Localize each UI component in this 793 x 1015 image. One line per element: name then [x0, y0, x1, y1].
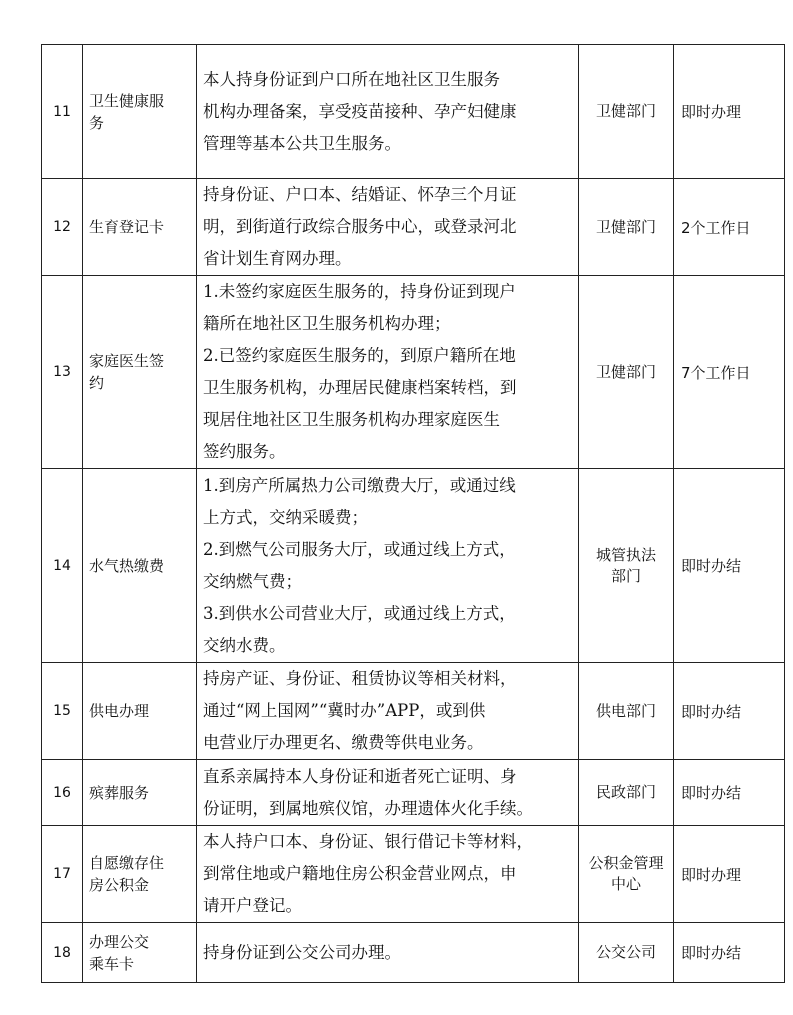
- service-item-line: 自愿缴存住: [89, 854, 165, 872]
- service-item: [83, 923, 197, 983]
- description-line: 请开户登记。: [203, 896, 302, 915]
- description-line: 1.到房产所属热力公司缴费大厅，或通过线: [203, 475, 516, 495]
- department-line: 卫健部门: [595, 102, 656, 120]
- description-line: 1.未签约家庭医生服务的，持身份证到现户: [203, 282, 516, 301]
- processing-time: 即时办结: [674, 760, 785, 826]
- description-line: 本人持户口本、身份证、银行借记卡等材料，: [203, 832, 533, 851]
- row-number: 13: [42, 276, 83, 469]
- service-description: [197, 826, 579, 923]
- service-item-line: 务: [89, 113, 105, 132]
- department-line: 卫健部门: [595, 362, 656, 381]
- description-line: 机构办理备案，享受疫苗接种、孕产妇健康: [203, 101, 517, 121]
- description-line: 卫生服务机构，办理居民健康档案转档，到: [203, 378, 517, 397]
- table-row: [42, 760, 785, 826]
- table-row: [42, 45, 785, 179]
- table-row: [42, 179, 785, 276]
- description-line: 上方式，交纳采暖费；: [203, 507, 368, 527]
- description-line: 2.已签约家庭医生服务的，到原户籍所在地: [203, 346, 516, 365]
- table-row: [42, 663, 785, 760]
- description-line: 份证明，到属地殡仪馆，办理遗体火化手续。: [203, 798, 533, 818]
- services-table-body: [42, 45, 785, 983]
- service-item-line: 生育登记卡: [89, 218, 165, 236]
- service-item-line: 水气热缴费: [89, 556, 165, 575]
- description-line: 持身份证到公交公司办理。: [203, 942, 401, 962]
- processing-time: 即时办结: [674, 663, 785, 760]
- responsible-department: [579, 45, 674, 179]
- responsible-department: [579, 179, 674, 276]
- service-item: [83, 276, 197, 469]
- processing-time: 7个工作日: [674, 276, 785, 469]
- department-line: 部门: [610, 566, 641, 585]
- table-row: [42, 826, 785, 923]
- service-item-line: 约: [89, 374, 105, 392]
- processing-time: 即时办理: [674, 45, 785, 179]
- row-number: 16: [42, 760, 83, 826]
- description-line: 明，到街道行政综合服务中心，或登录河北: [203, 217, 517, 236]
- description-line: 电营业厅办理更名、缴费等供电业务。: [203, 733, 484, 752]
- table-row: [42, 276, 785, 469]
- processing-time: 即时办结: [674, 923, 785, 983]
- service-item: [83, 663, 197, 760]
- service-item-line: 供电办理: [89, 702, 150, 720]
- row-number: 15: [42, 663, 83, 760]
- description-line: 持房产证、身份证、租赁协议等相关材料，: [203, 669, 517, 688]
- description-line: 现居住地社区卫生服务机构办理家庭医生: [203, 410, 500, 429]
- description-line: 签约服务。: [203, 442, 286, 461]
- row-number: 14: [42, 469, 83, 663]
- service-description: [197, 663, 579, 760]
- description-line: 直系亲属持本人身份证和逝者死亡证明、身: [203, 766, 517, 786]
- service-item-line: 乘车卡: [89, 954, 135, 973]
- description-line: 本人持身份证到户口所在地社区卫生服务: [203, 69, 500, 89]
- description-line: 交纳燃气费；: [203, 571, 302, 591]
- department-line: 公积金管理: [588, 854, 664, 872]
- department-line: 公交公司: [595, 943, 656, 961]
- description-line: 通过“网上国网”“冀时办”APP，或到供: [203, 701, 486, 720]
- department-line: 供电部门: [595, 701, 656, 720]
- table-row: [42, 469, 785, 663]
- service-item: [83, 179, 197, 276]
- department-line: 城管执法: [595, 545, 656, 564]
- row-number: 11: [42, 45, 83, 179]
- description-line: 到常住地或户籍地住房公积金营业网点，申: [203, 864, 517, 883]
- description-line: 2.到燃气公司服务大厅，或通过线上方式，: [203, 539, 516, 559]
- responsible-department: [579, 469, 674, 663]
- service-item: [83, 826, 197, 923]
- description-line: 持身份证、户口本、结婚证、怀孕三个月证: [203, 185, 517, 204]
- responsible-department: [579, 276, 674, 469]
- row-number: 17: [42, 826, 83, 923]
- service-item: [83, 760, 197, 826]
- service-item: [83, 45, 197, 179]
- processing-time: 即时办结: [674, 469, 785, 663]
- service-item-line: 殡葬服务: [89, 783, 150, 802]
- row-number: 12: [42, 179, 83, 276]
- responsible-department: [579, 760, 674, 826]
- processing-time: 即时办理: [674, 826, 785, 923]
- row-number: 18: [42, 923, 83, 983]
- department-line: 中心: [610, 875, 641, 893]
- department-line: 民政部门: [595, 783, 656, 801]
- service-description: [197, 760, 579, 826]
- department-line: 卫健部门: [595, 217, 656, 236]
- service-description: [197, 923, 579, 983]
- service-description: [197, 45, 579, 179]
- service-item: [83, 469, 197, 663]
- service-item-line: 办理公交: [89, 932, 150, 951]
- service-description: [197, 276, 579, 469]
- service-item-line: 房公积金: [89, 876, 150, 894]
- service-description: [197, 179, 579, 276]
- service-item-line: 卫生健康服: [89, 91, 165, 110]
- description-line: 交纳水费。: [203, 635, 286, 655]
- description-line: 籍所在地社区卫生服务机构办理；: [203, 314, 451, 333]
- description-line: 3.到供水公司营业大厅，或通过线上方式，: [203, 603, 516, 623]
- services-table: [41, 44, 785, 983]
- table-row: [42, 923, 785, 983]
- responsible-department: [579, 826, 674, 923]
- responsible-department: [579, 923, 674, 983]
- service-description: [197, 469, 579, 663]
- processing-time: 2个工作日: [674, 179, 785, 276]
- description-line: 省计划生育网办理。: [203, 249, 352, 268]
- service-item-line: 家庭医生签: [89, 352, 165, 370]
- description-line: 管理等基本公共卫生服务。: [203, 133, 401, 153]
- responsible-department: [579, 663, 674, 760]
